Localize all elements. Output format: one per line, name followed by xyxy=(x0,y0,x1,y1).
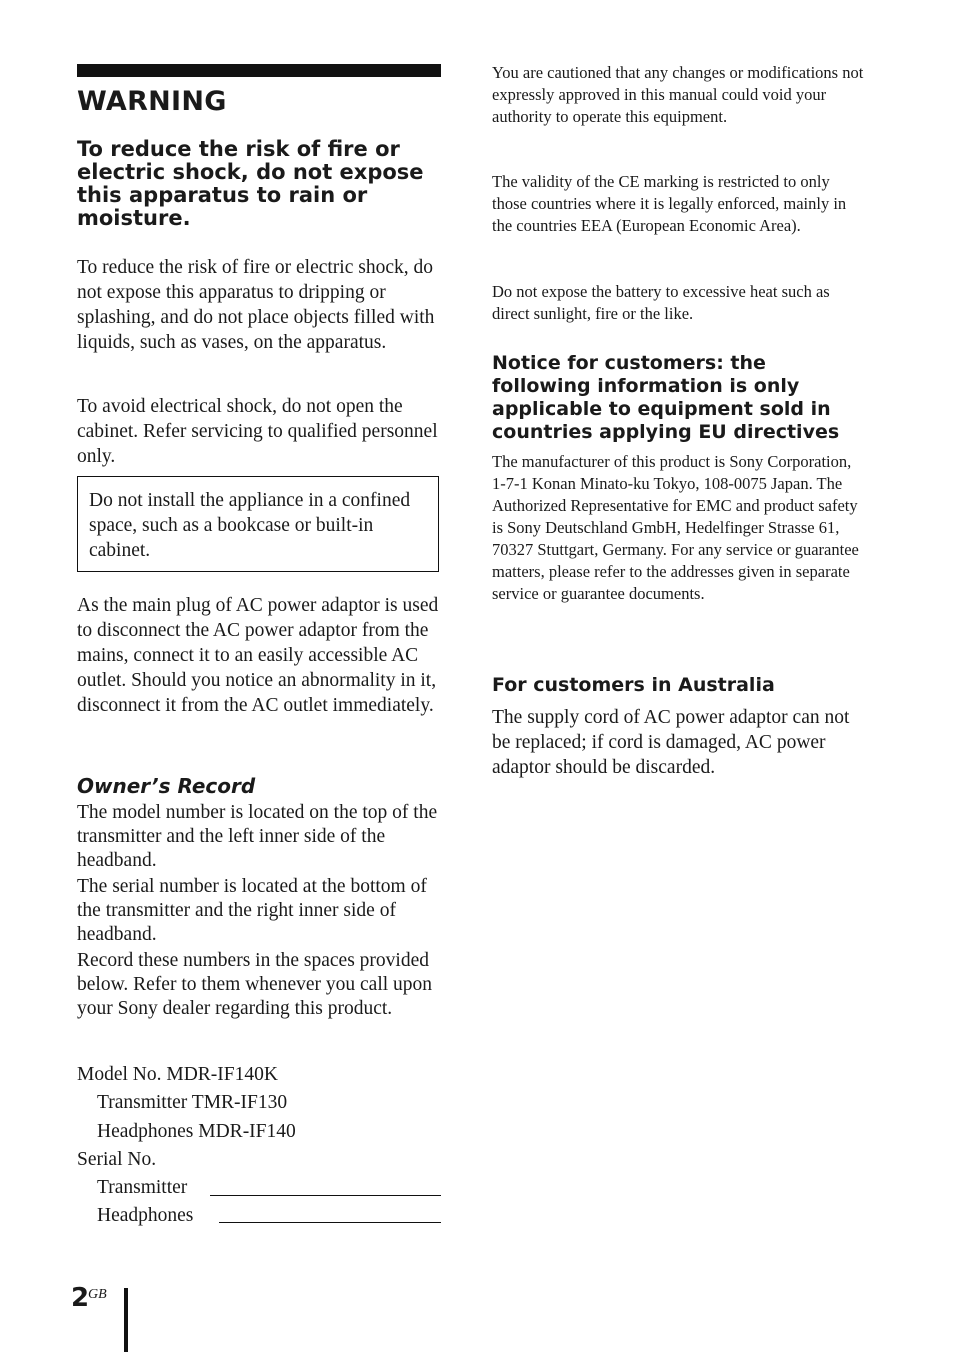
electrical-shock-paragraph: To avoid electrical shock, do not open the cabinet. Refer servicing to qualified personnel only. xyxy=(77,396,438,467)
record-numbers-paragraph: Record these numbers in the spaces provided below. Refer to them whenever you call upon your Sony dealer regarding this product. xyxy=(77,950,433,1019)
serial-number-paragraph: The serial number is located at the bottom of the transmitter and the right inner side of headband. xyxy=(77,876,427,945)
page-footer-rule xyxy=(124,1288,128,1352)
record-headphones-model: Headphones MDR-IF140 xyxy=(97,1121,296,1142)
warning-title: WARNING xyxy=(77,86,227,117)
install-warning-text: Do not install the appliance in a confined space, such as a bookcase or built-in cabinet. xyxy=(89,490,411,561)
serial-headphones-blank-line xyxy=(219,1222,441,1223)
battery-paragraph: Do not expose the battery to excessive heat such as direct sunlight, fire or the like. xyxy=(492,282,830,323)
record-serial-headphones-label: Headphones xyxy=(97,1205,194,1226)
record-transmitter-model: Transmitter TMR-IF130 xyxy=(97,1092,288,1113)
australia-paragraph: The supply cord of AC power adaptor can not be replaced; if cord is damaged, AC power adaptor should be discarded. xyxy=(492,707,850,778)
page-language-suffix: GB xyxy=(88,1287,107,1302)
owners-record-title: Owner’s Record xyxy=(77,774,256,798)
warning-top-rule xyxy=(77,64,441,77)
record-model-no: Model No. MDR-IF140K xyxy=(77,1064,278,1085)
record-serial-transmitter-label: Transmitter xyxy=(97,1177,188,1198)
model-number-paragraph: The model number is located on the top of the transmitter and the left inner side of the headband. xyxy=(77,802,438,871)
page-number: 2 xyxy=(71,1283,90,1313)
ce-marking-paragraph: The validity of the CE marking is restricted to only those countries where it is legally enforced, mainly in the countries EEA (European Economic Area). xyxy=(492,172,847,235)
dripping-paragraph: To reduce the risk of fire or electric shock, do not expose this apparatus to dripping or splashing, and do not place objects filled with liquids, such as vases, on the apparatus. xyxy=(77,257,435,353)
record-serial-no: Serial No. xyxy=(77,1149,157,1170)
australia-heading: For customers in Australia xyxy=(492,674,775,696)
manufacturer-paragraph: The manufacturer of this product is Sony Corporation, 1-7-1 Konan Minato-ku Tokyo, 108-0075 Japan. The Authorized Representative for EMC and product safety is Sony Deutschland GmbH, Hedelfinger Strasse 61, 70327 Stuttgart, Germany. For any service or guarantee matters, please refer to the addresses given in separate service or guarantee documents. xyxy=(492,452,859,603)
serial-transmitter-blank-line xyxy=(210,1195,441,1196)
eu-notice-heading: Notice for customers: the following information is only applicable to equipment sold in countries applying EU directives xyxy=(492,352,840,443)
main-plug-paragraph: As the main plug of AC power adaptor is used to disconnect the AC power adaptor from the mains, connect it to an easily accessible AC outlet. Should you notice an abnormality in it, disconnect it from the AC outlet immediately. xyxy=(77,595,439,716)
risk-heading: To reduce the risk of fire or electric shock, do not expose this apparatus to rain or moisture. xyxy=(77,137,424,230)
caution-paragraph: You are cautioned that any changes or modifications not expressly approved in this manual could void your authority to operate this equipment. xyxy=(492,63,864,126)
